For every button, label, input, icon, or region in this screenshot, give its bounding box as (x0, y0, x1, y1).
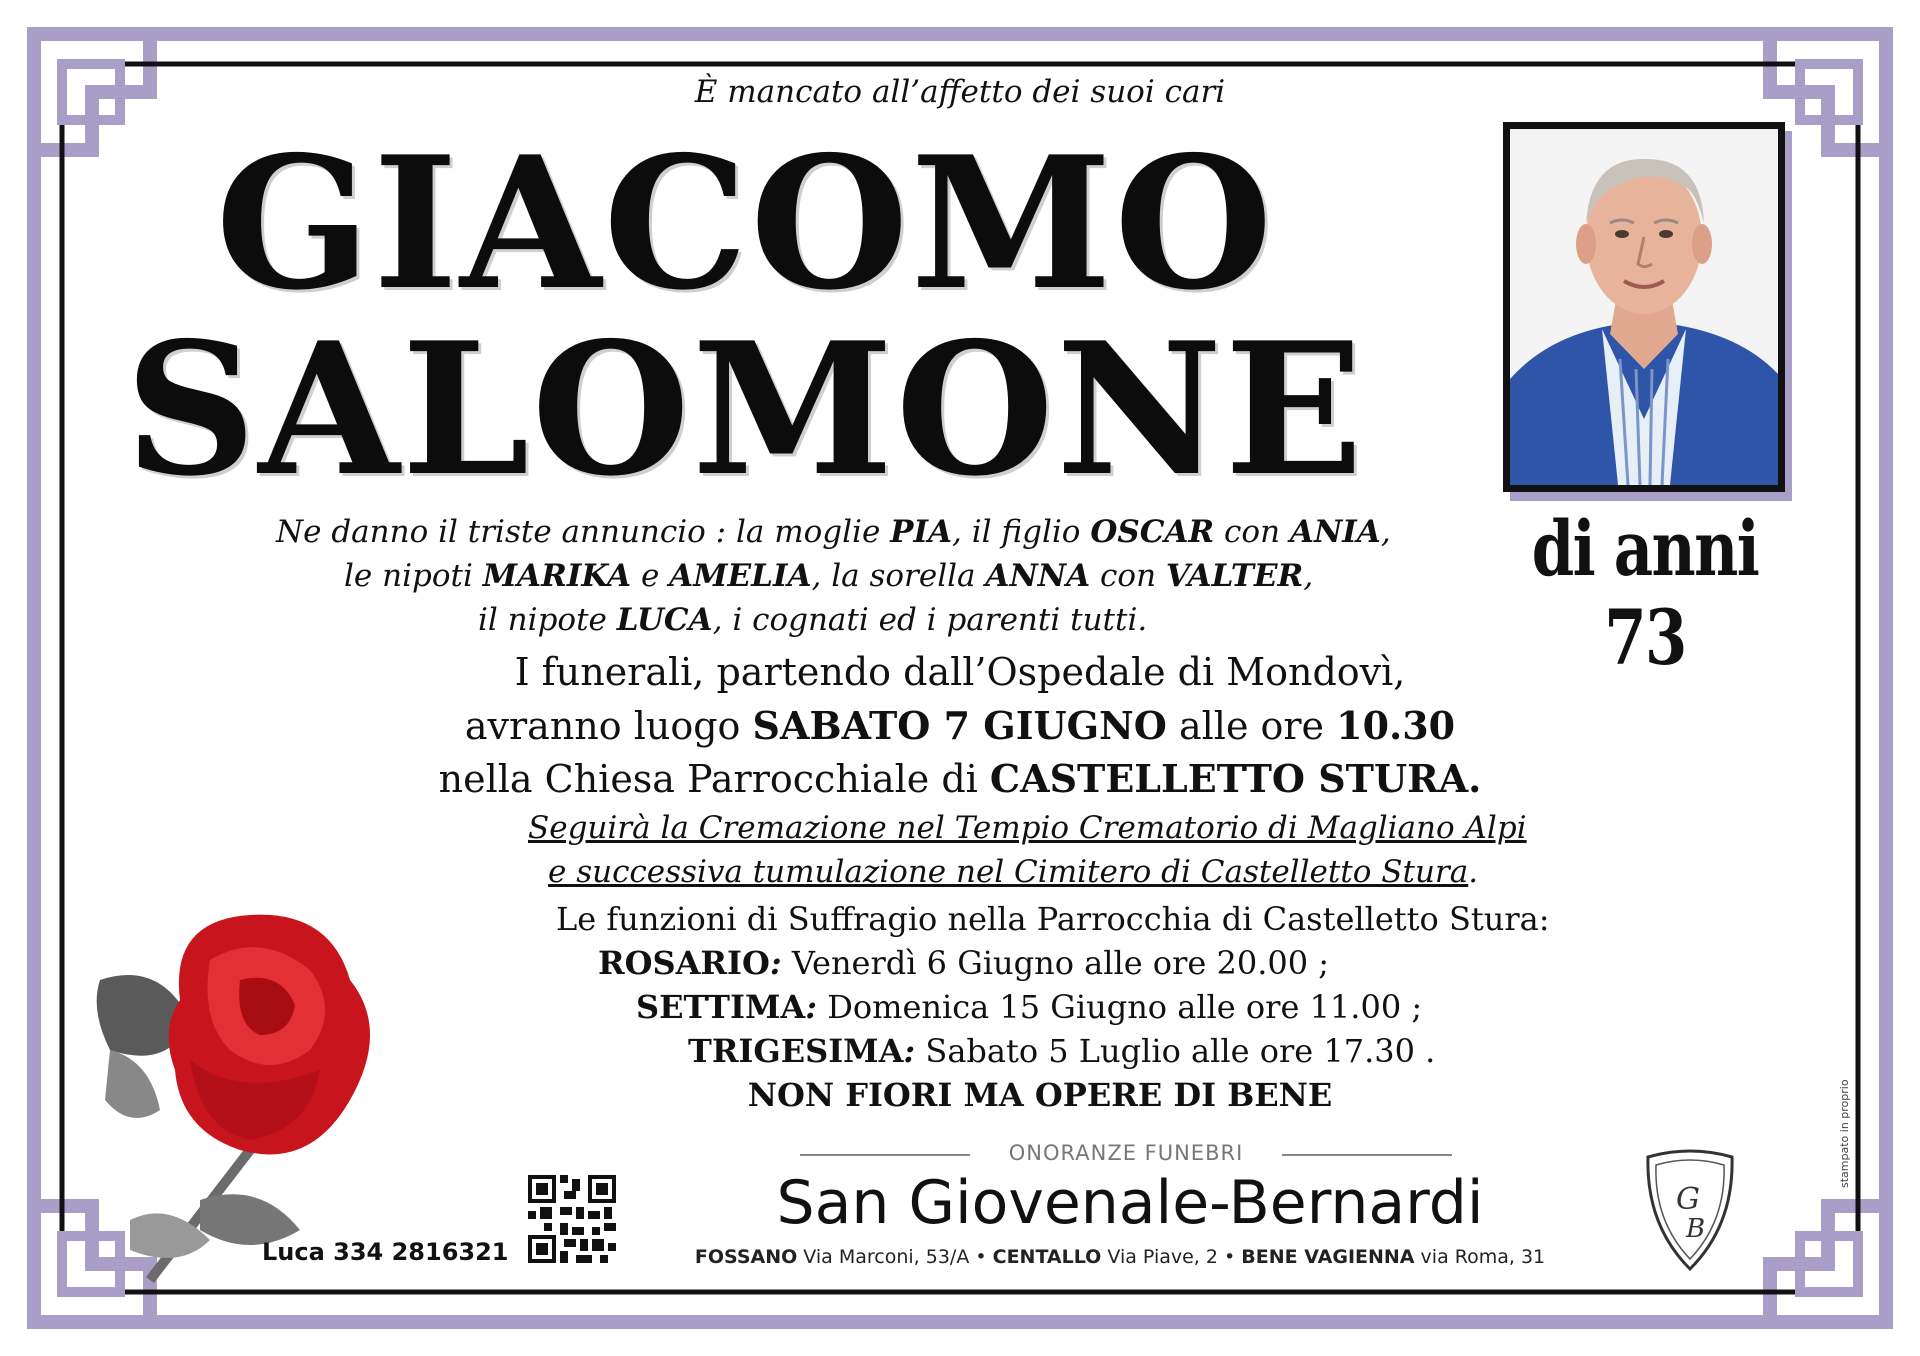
printed-note: stampato in proprio (1838, 1079, 1851, 1188)
text: alle ore (1166, 704, 1337, 748)
text: avranno luogo (464, 704, 753, 748)
funeral-home-name: San Giovenale-Bernardi (776, 1168, 1484, 1238)
funeral-place: CASTELLETTO STURA. (989, 756, 1482, 801)
text: le nipoti (344, 558, 483, 594)
name-anna: ANNA (985, 558, 1091, 594)
suffrage-intro: Le funzioni di Suffragio nella Parrocchia di Castelletto Stura: (556, 900, 1550, 938)
text: Domenica 15 Giugno alle ore 11.00 ; (817, 988, 1423, 1026)
text: con (1090, 558, 1166, 594)
svg-text:G: G (1676, 1182, 1700, 1217)
funeral-time: 10.30 (1336, 703, 1456, 748)
suffrage-rosario (598, 944, 1329, 982)
divider (800, 1154, 970, 1156)
text: nella Chiesa Parrocchiale di (438, 757, 990, 801)
address-street: Via Marconi, 53/A (797, 1246, 970, 1268)
text: Ne danno il triste annuncio : la moglie (276, 514, 891, 550)
suffrage-settima (636, 988, 1422, 1026)
funeral-home-header: ONORANZE FUNEBRI (1008, 1141, 1244, 1165)
name-valter: VALTER (1165, 558, 1304, 594)
no-flowers-line: NON FIORI MA OPERE DI BENE (747, 1076, 1333, 1114)
announcement-line-2 (344, 558, 1313, 594)
address-city: FOSSANO (694, 1246, 798, 1268)
text: e successiva tumulazione nel Cimitero di Castelletto Stura (548, 854, 1469, 890)
suffrage-label: TRIGESIMA (688, 1032, 904, 1070)
address-city: BENE VAGIENNA (1241, 1246, 1415, 1268)
address-street: Via Piave, 2 (1101, 1246, 1218, 1268)
text: e (631, 558, 670, 594)
portrait-illustration (1510, 129, 1778, 485)
text: , la sorella (811, 558, 986, 594)
last-name: SALOMONE (124, 302, 1366, 516)
suffrage-trigesima (688, 1032, 1435, 1070)
text: : (903, 1032, 916, 1070)
red-rose-illustration (90, 900, 440, 1290)
suffrage-label: SETTIMA (636, 988, 806, 1026)
announcement-line-3 (478, 602, 1147, 638)
name-marika: MARIKA (482, 558, 632, 594)
text: con (1214, 514, 1290, 550)
funeral-home-addresses (600, 1246, 1640, 1268)
cremation-line-1: Seguirà la Cremazione nel Tempio Crematorio di Magliano Alpi (528, 810, 1527, 846)
text: : (769, 944, 782, 982)
suffrage-label: ROSARIO (598, 944, 770, 982)
separator: • (1217, 1246, 1242, 1268)
address-city: CENTALLO (992, 1246, 1102, 1268)
text: il nipote (478, 602, 617, 638)
svg-text:B: B (1686, 1214, 1706, 1244)
text: , (1380, 514, 1391, 550)
text: , i cognati ed i parenti tutti. (712, 602, 1148, 638)
text: : (805, 988, 818, 1026)
name-ania: ANIA (1289, 514, 1381, 550)
first-name: GIACOMO (215, 116, 1275, 330)
contact-phone: Luca 334 2816321 (262, 1238, 509, 1266)
funeral-line-1: I funerali, partendo dall’Ospedale di Mondovì, (514, 650, 1406, 694)
text: , il figlio (952, 514, 1091, 550)
funeral-home-crest-icon (1640, 1145, 1740, 1275)
funeral-line-2 (150, 703, 1770, 748)
text: . (1468, 854, 1479, 890)
name-oscar: OSCAR (1090, 514, 1215, 550)
portrait-photo (1503, 122, 1785, 492)
cremation-line-2 (548, 854, 1478, 890)
name-luca: LUCA (616, 602, 713, 638)
age-label: di anni 73 (1531, 504, 1759, 682)
funeral-line-3 (150, 756, 1770, 801)
separator: • (969, 1246, 993, 1268)
text: Venerdì 6 Giugno alle ore 20.00 ; (781, 944, 1330, 982)
address-street: via Roma, 31 (1414, 1246, 1546, 1268)
divider (1282, 1154, 1452, 1156)
text: , (1303, 558, 1314, 594)
text: Sabato 5 Luglio alle ore 17.30 . (915, 1032, 1436, 1070)
funeral-date: SABATO 7 GIUGNO (752, 703, 1167, 748)
intro-line: È mancato all’affetto dei suoi cari (694, 74, 1226, 110)
announcement-line-1 (276, 514, 1391, 550)
name-pia: PIA (890, 514, 953, 550)
name-amelia: AMELIA (669, 558, 812, 594)
